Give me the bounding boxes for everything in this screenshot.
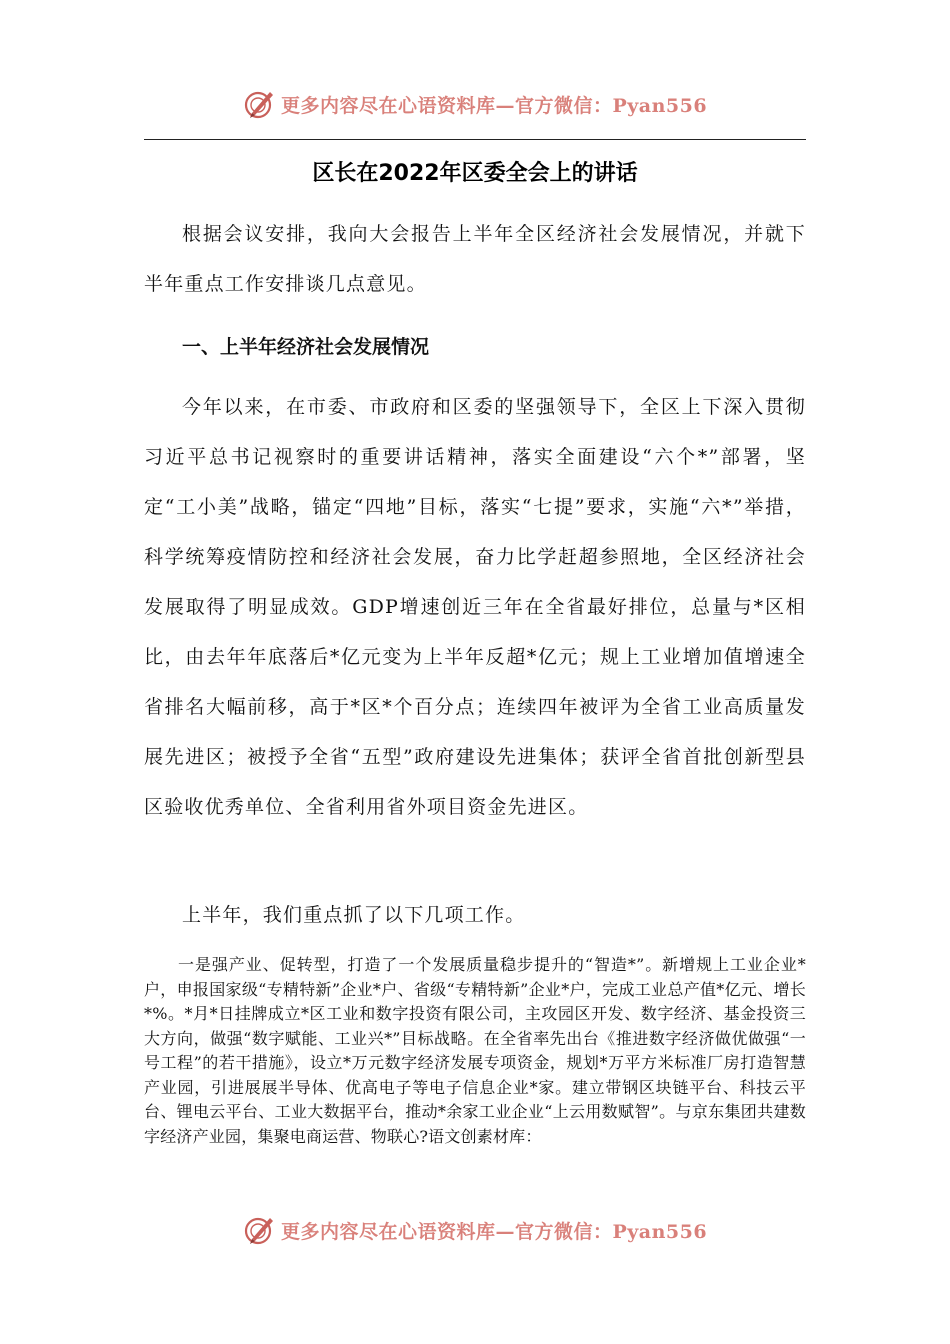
footer-banner-text: 更多内容尽在心语资料库—官方微信：Pyan556 <box>280 1220 708 1243</box>
document-title: 区长在2022年区委全会上的讲话 <box>312 161 638 186</box>
header-banner <box>0 84 950 124</box>
item-one-paragraph: 一是强产业、促转型，打造了一个发展质量稳步提升的“智造*”。新增规上工业企业*户，申报国家级“专精特新”企业*户、省级“专精特新”企业*户，完成工业总产值*亿元、增长*%。*月*日挂牌成立*区工业和数字投资有限公司，主攻园区开发、数字经济、基金投资三大方向，做强“数字赋能、工业兴*”目标战略。在全省率先出台《推进数字经济做优做强“一号工程”的若干措施》，设立*万元数字经济发展专项资金，规划*万平方米标准厂房打造智慧产业园，引进展展半导体、优高电子等电子信息企业*家。建立带钢区块链平台、科技云平台、锂电云平台、工业大数据平台，推动*余家工业企业“上云用数赋智”。与京东集团共建数字经济产业园，集聚电商运营、物联心?语文创素材库： <box>144 955 806 1146</box>
overview-paragraph: 今年以来，在市委、市政府和区委的坚强领导下，全区上下深入贯彻习近平总书记视察时的重要讲话精神，落实全面建设“六个*”部署，坚定“工小美”战略，锚定“四地”目标，落实“七提”要求，实施“六*”举措，科学统筹疫情防控和经济社会发展，奋力比学赶超参照地，全区经济社会发展取得了明显成效。GDP增速创近三年在全省最好排位，总量与*区相比，由去年年底落后*亿元变为上半年反超*亿元；规上工业增加值增速全省排名大幅前移，高于*区*个百分点；连续四年被评为全省工业高质量发展先进区；被授予全省“五型”政府建设先进集体；获评全省首批创新型县区验收优秀单位、全省利用省外项目资金先进区。 <box>144 396 806 818</box>
pen-logo-icon <box>243 87 277 121</box>
footer-banner <box>0 1210 950 1250</box>
pen-logo-icon <box>243 1213 277 1247</box>
section-heading: 一、上半年经济社会发展情况 <box>182 336 430 358</box>
header-divider <box>144 139 806 140</box>
header-banner-text: 更多内容尽在心语资料库—官方微信：Pyan556 <box>280 94 708 117</box>
work-intro-paragraph: 上半年，我们重点抓了以下几项工作。 <box>182 904 526 926</box>
intro-paragraph: 根据会议安排，我向大会报告上半年全区经济社会发展情况，并就下半年重点工作安排谈几点意见。 <box>144 223 806 295</box>
